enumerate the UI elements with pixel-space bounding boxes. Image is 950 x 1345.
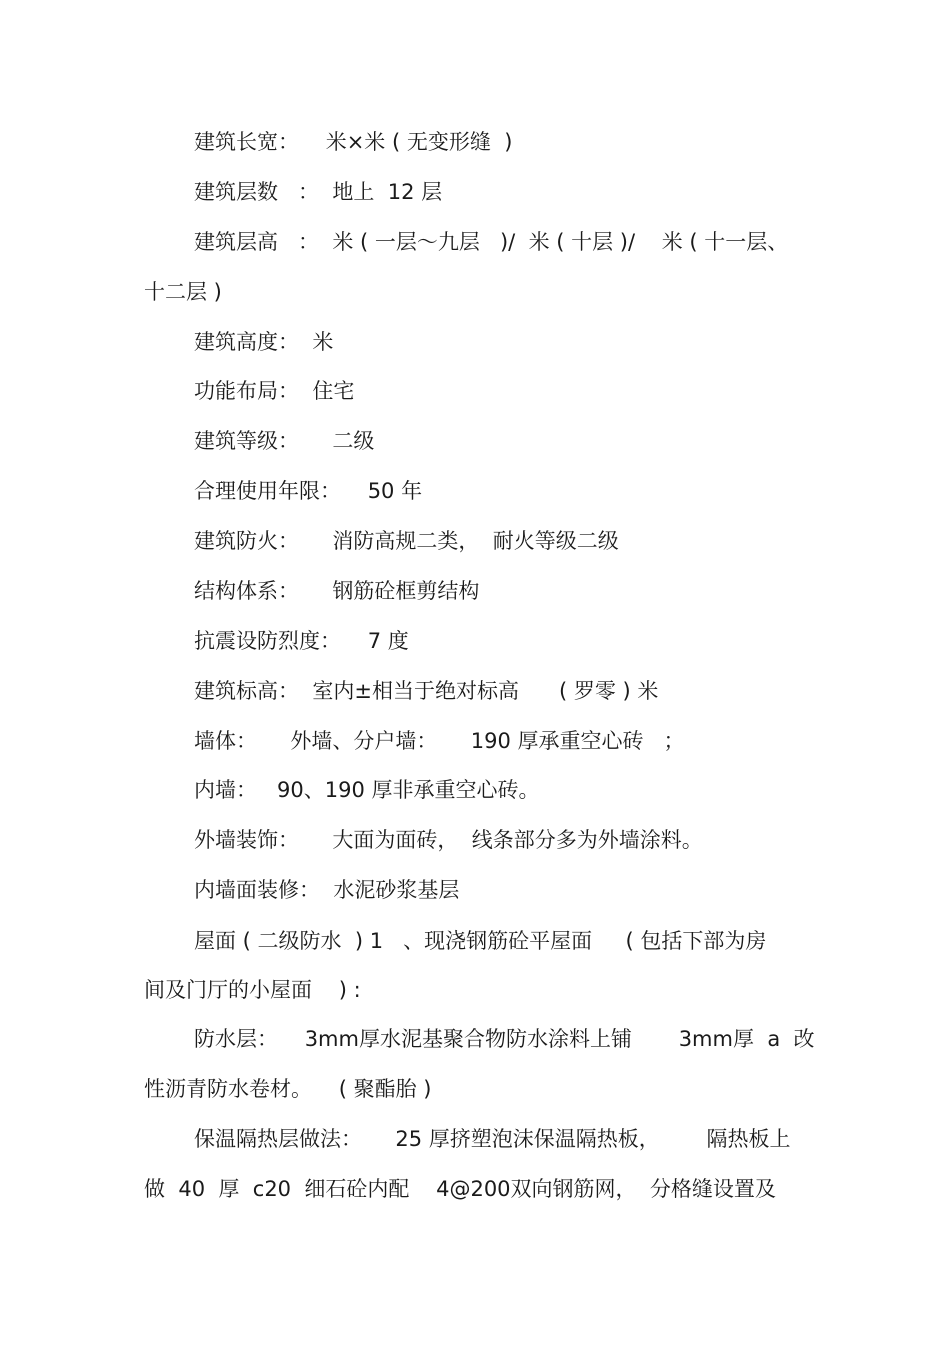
text-line: 功能布局： 住宅 xyxy=(194,379,355,403)
text-line: 内墙面装修： 水泥砂浆基层 xyxy=(194,878,460,902)
text-line: 十二层 ) xyxy=(144,280,222,304)
text-line: 建筑标高： 室内±相当于绝对标高 ( 罗零 ) 米 xyxy=(194,679,659,703)
text-line: 屋面 ( 二级防水 ) 1 、现浇钢筋砼平屋面 ( 包括下部为房 xyxy=(194,929,767,953)
text-line: 建筑长宽： 米×米 ( 无变形缝 ) xyxy=(194,130,513,154)
text-line: 保温隔热层做法： 25 厚挤塑泡沫保温隔热板， 隔热板上 xyxy=(194,1127,791,1151)
text-line: 建筑层高 ： 米 ( 一层～九层 )/ 米 ( 十层 )/ 米 ( 十一层、 xyxy=(194,230,789,254)
text-line: 建筑防火： 消防高规二类， 耐火等级二级 xyxy=(194,529,619,553)
text-line: 合理使用年限： 50 年 xyxy=(194,479,423,503)
text-line: 结构体系： 钢筋砼框剪结构 xyxy=(194,579,480,603)
text-line: 外墙装饰： 大面为面砖， 线条部分多为外墙涂料。 xyxy=(194,828,703,852)
text-line: 做 40 厚 c20 细石砼内配 4@200双向钢筋网， 分格缝设置及 xyxy=(144,1177,776,1201)
text-line: 防水层： 3mm厚水泥基聚合物防水涂料上铺 3mm厚 a 改 xyxy=(194,1027,815,1051)
text-line: 抗震设防烈度： 7 度 xyxy=(194,629,409,653)
text-line: 建筑层数 ： 地上 12 层 xyxy=(194,180,443,204)
text-line: 墙体： 外墙、分户墙： 190 厚承重空心砖 ； xyxy=(194,729,685,753)
text-line: 建筑等级： 二级 xyxy=(194,429,375,453)
text-line: 性沥青防水卷材。 ( 聚酯胎 ) xyxy=(144,1077,432,1101)
text-line: 间及门厅的小屋面 ) : xyxy=(144,978,361,1002)
text-line: 建筑高度： 米 xyxy=(194,330,334,354)
text-line: 内墙： 90、190 厚非承重空心砖。 xyxy=(194,778,540,802)
